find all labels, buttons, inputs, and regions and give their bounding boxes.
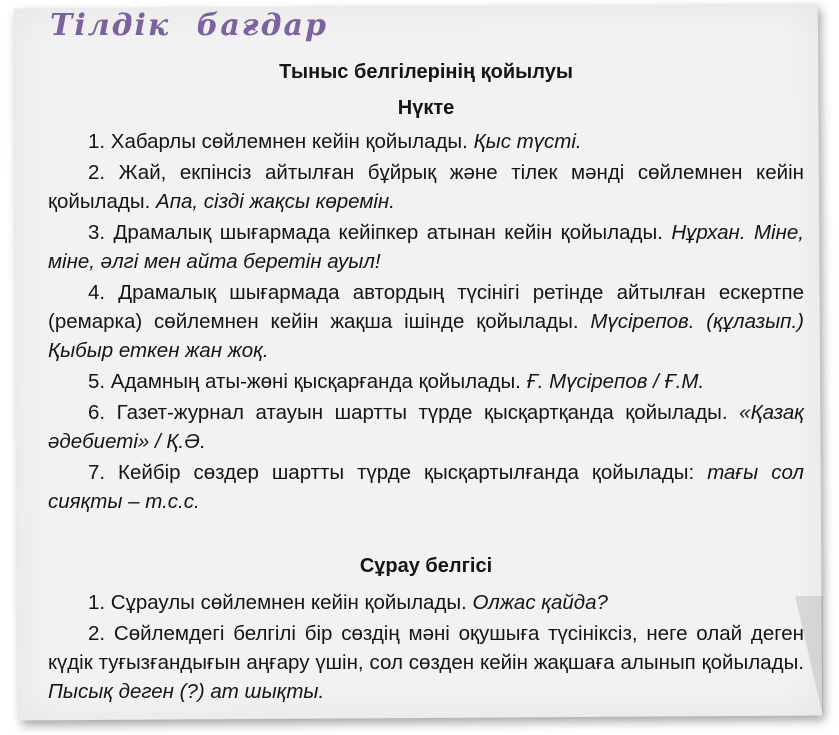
section-heading-question-mark: Сұрау белгісі [359, 555, 493, 577]
example-text: Олжас қайда? [472, 591, 608, 614]
rule-item: 2. Сөйлемдегі белгілі бір сөздің мәні оқушыға түсініксіз, неге олай деген күдік туғызғандығын аңғару үшін, сол сөзден кейін жақшаға алынып қойылады. Пысық деген (?) ат шықты. [48, 622, 804, 703]
example-text: Қыс түсті. [473, 130, 582, 153]
rule-item: 1. Хабарлы сөйлемнен кейін қойылады. Қыс түсті. [88, 130, 582, 153]
example-text: «Қазақ әдебиеті» / Қ.Ә. [48, 401, 804, 453]
rule-item: 4. Драмалық шығармада автордың түсінігі ретінде айтылған ескертпе (ремарка) сөйлемнен кейін жақша ішінде қойылады. Мүсірепов. (құлазып.) Қыбыр еткен жан жоқ. [48, 281, 804, 362]
rule-item: 5. Адамның аты-жөні қысқарғанда қойылады. Ғ. Мүсірепов / Ғ.М. [88, 370, 705, 393]
rule-item: 7. Кейбір сөздер шартты түрде қысқартылғанда қойылады: тағы сол сияқты – т.с.с. [48, 461, 804, 513]
section-heading-period: Нүкте [397, 97, 455, 119]
main-title: Тыныс белгілерінің қойылуы [279, 61, 573, 83]
example-text: тағы сол сияқты – т.с.с. [48, 461, 804, 513]
example-text: Мүсірепов. (құлазып.) Қыбыр еткен жан жоқ. [48, 310, 804, 362]
example-text: Пысық деген (?) ат шықты. [48, 680, 325, 703]
document-body [48, 58, 804, 708]
rule-item: 1. Сұраулы сөйлемнен кейін қойылады. Олжас қайда? [88, 591, 608, 614]
rule-item: 3. Драмалық шығармада кейіпкер атынан кейін қойылады. Нұрхан. Міне, міне, әлгі мен айта беретін ауыл! [48, 221, 804, 273]
example-text: Нұрхан. Міне, міне, әлгі мен айта беретін ауыл! [48, 221, 804, 273]
example-text: Апа, сізді жақсы көремін. [156, 190, 395, 213]
example-text: Ғ. Мүсірепов / Ғ.М. [526, 370, 705, 393]
rule-item: 6. Газет-журнал атауын шартты түрде қысқартқанда қойылады. «Қазақ әдебиеті» / Қ.Ә. [48, 401, 804, 453]
banner-title: Тілдік бағдар [50, 8, 328, 43]
rule-item: 2. Жай, екпінсіз айтылған бұйрық және тілек мәнді сөйлемнен кейін қойылады. Апа, сізді жақсы көремін. [48, 161, 804, 213]
